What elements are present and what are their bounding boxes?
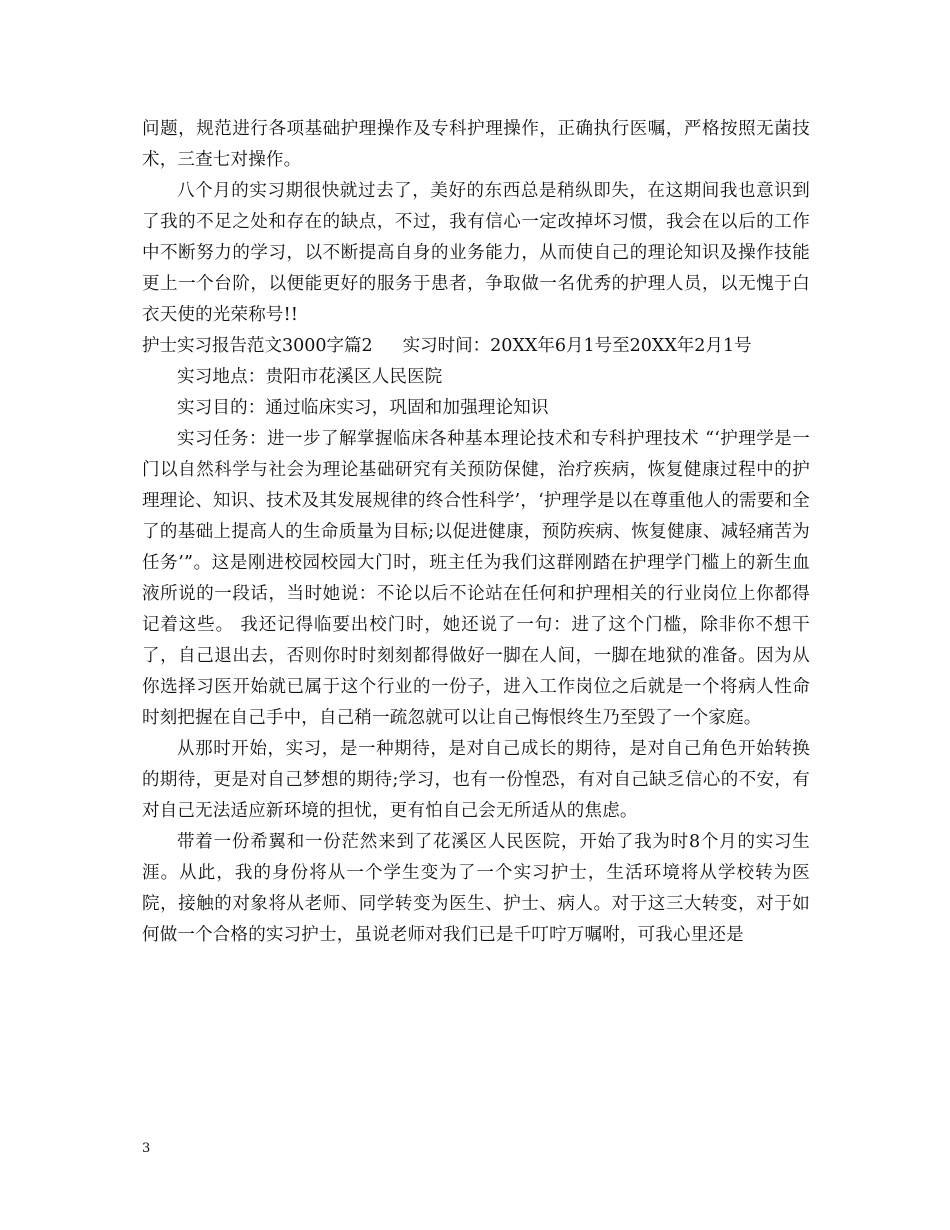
paragraph-expectation: 从那时开始，实习，是一种期待，是对自己成长的期待，是对自己角色开始转换的期待，更是对自己梦想的期待;学习，也有一份惶恐，有对自己缺乏信心的不安，有对自己无法适应新环境的担忧，更有怕自己会无所适从的焦虑。 <box>142 739 810 821</box>
section-title: 护士实习报告范文3000字篇2 <box>142 336 373 356</box>
paragraph-arrival: 带着一份希翼和一份茫然来到了花溪区人民医院，开始了我为时8个月的实习生涯。从此，我的身份将从一个学生变为了一个实习护士，生活环境将从学校转为医院，接触的对象将从老师、同学转变为医生、护士、病人。对于这三大转变，对于如何做一个合格的实习护士，虽说老师对我们已是千叮咛万嘱咐，可我心里还是 <box>142 832 810 945</box>
paragraph-tasks: 实习任务：进一步了解掌握临床各种基本理论技术和专科护理技术 “‘护理学是一门以自然科学与社会为理论基础研究有关预防保健，治疗疾病，恢复健康过程中的护理理论、知识、技术及其发展规律的终合性科学’，‘护理学是以在尊重他人的需要和全了的基础上提高人的生命质量为目标;以促进健康，预防疾病、恢复健康、减轻痛苦为任务’”。这是刚进校园校园大门时，班主任为我们这群刚踏在护理学门槛上的新生血液所说的一段话，当时她说：不论以后不论站在任何和护理相关的行业岗位上你都得记着这些。 我还记得临要出校门时，她还说了一句：进了这个门槛，除非你不想干了，自己退出去，否则你时时刻刻都得做好一脚在人间，一脚在地狱的准备。因为从你选择习医开始就已属于这个行业的一份子，进入工作岗位之后就是一个将病人性命时刻把握在自己手中，自己稍一疏忽就可以让自己悔恨终生乃至毁了一个家庭。 <box>142 429 810 728</box>
paragraph-purpose: 实习目的：通过临床实习，巩固和加强理论知识 <box>177 398 549 418</box>
paragraph-2: 八个月的实习期很快就过去了，美好的东西总是稍纵即失，在这期间我也意识到了我的不足之处和存在的缺点，不过，我有信心一定改掉坏习惯，我会在以后的工作中不断努力的学习，以不断提高自身的业务能力，从而使自己的理论知识及操作技能更上一个台阶，以便能更好的服务于患者，争取做一名优秀的护理人员，以无愧于白衣天使的光荣称号!! <box>142 181 810 325</box>
section-heading <box>142 331 810 362</box>
paragraph-1: 问题，规范进行各项基础护理操作及专科护理操作，正确执行医嘱，严格按照无菌技术，三查七对操作。 <box>142 119 810 170</box>
document-body <box>142 114 810 951</box>
page-number: 3 <box>142 1141 151 1156</box>
internship-time: 实习时间：20XX年6月1号至20XX年2月1号 <box>402 336 752 356</box>
paragraph-location: 实习地点：贵阳市花溪区人民医院 <box>177 367 443 387</box>
